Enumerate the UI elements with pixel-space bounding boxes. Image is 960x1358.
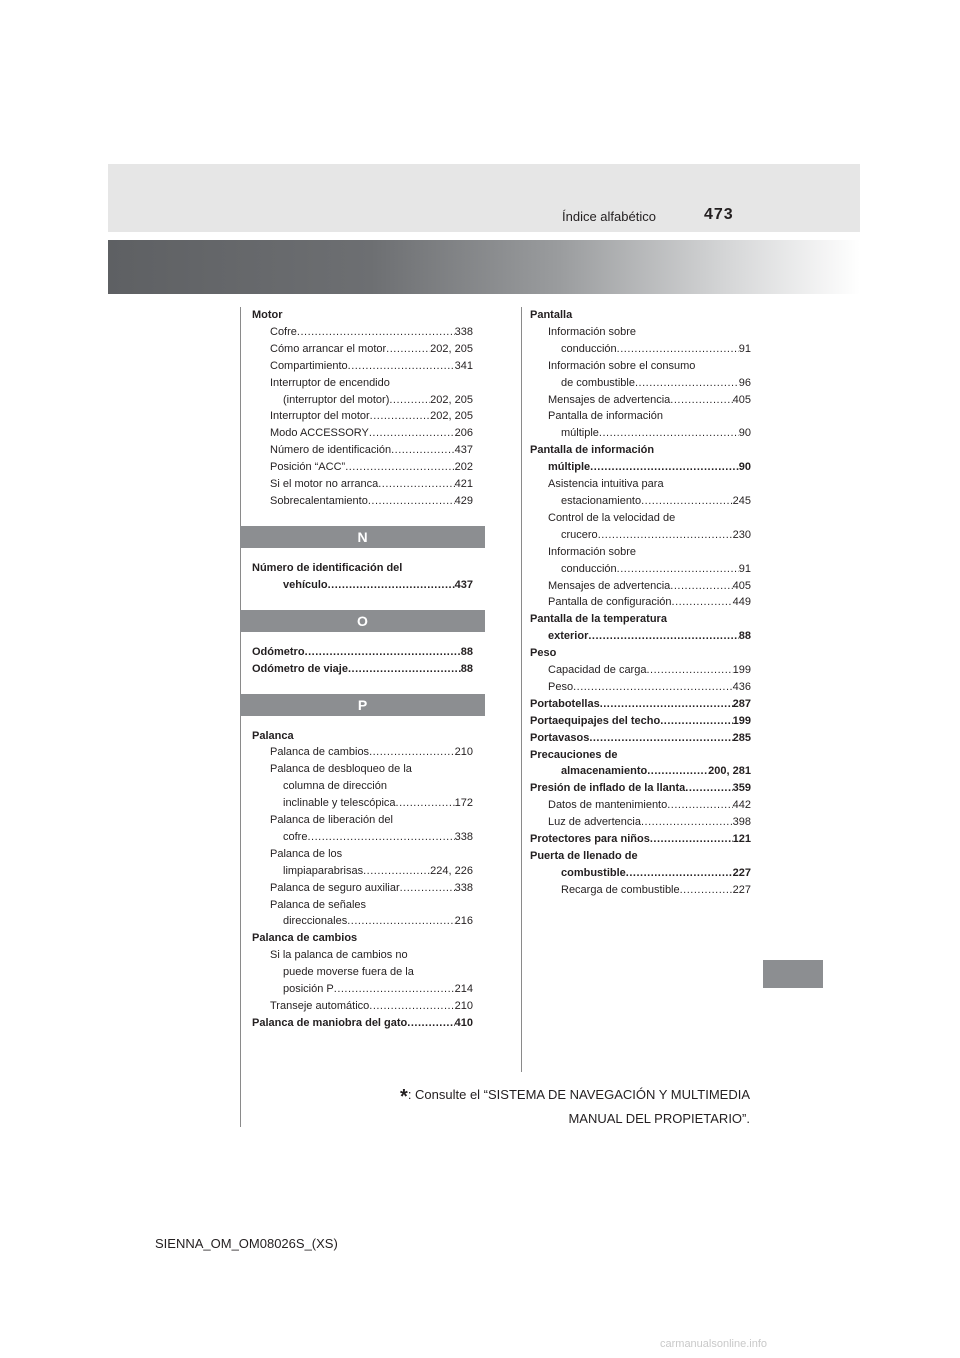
index-entry <box>530 628 751 645</box>
entry-page: 227 <box>732 883 751 896</box>
index-entry <box>530 341 751 358</box>
dot-leader <box>407 1015 454 1032</box>
index-entry <box>252 846 473 863</box>
entry-page: 199 <box>732 664 751 677</box>
entry-term: Información sobre <box>548 545 637 558</box>
index-entry <box>530 578 751 595</box>
entry-term: Presión de inflado de la llanta <box>530 782 686 795</box>
entry-term: vehículo <box>283 578 328 591</box>
entry-page: 227 <box>732 866 751 879</box>
entry-term: inclinable y telescópica <box>283 797 396 810</box>
entry-page: 405 <box>732 579 751 592</box>
dot-leader <box>386 341 430 358</box>
index-column-left <box>252 307 473 1032</box>
document-code: SIENNA_OM_OM08026S_(XS) <box>155 1236 338 1251</box>
dot-leader <box>617 561 739 578</box>
index-entry <box>252 493 473 510</box>
entry-term: columna de dirección <box>283 780 387 793</box>
index-entry <box>530 476 751 493</box>
index-entry <box>530 527 751 544</box>
dot-leader <box>590 459 739 476</box>
entry-page: 210 <box>454 1000 473 1012</box>
entry-term: Luz de advertencia <box>548 816 641 829</box>
entry-term: Portabotellas <box>530 697 600 710</box>
entry-page: 214 <box>454 983 473 996</box>
dot-leader <box>626 865 733 882</box>
index-entry <box>530 696 751 713</box>
entry-term: Cofre <box>270 325 297 338</box>
section-title: Índice alfabético <box>562 209 656 224</box>
entry-term: Odómetro de viaje <box>252 662 348 675</box>
entry-page: 437 <box>454 444 473 457</box>
index-entry <box>530 747 751 764</box>
entry-term: Asistencia intuitiva para <box>548 478 664 491</box>
dot-leader <box>347 913 454 930</box>
footnote-line-2: MANUAL DEL PROPIETARIO”. <box>568 1111 750 1126</box>
dot-leader <box>396 795 455 812</box>
entry-page: 96 <box>738 376 751 389</box>
dot-leader <box>378 476 454 493</box>
index-entry <box>252 795 473 812</box>
entry-page: 172 <box>454 797 473 810</box>
index-entry <box>252 829 473 846</box>
entry-page: 359 <box>732 782 751 795</box>
index-entry <box>252 661 473 678</box>
dot-leader <box>600 696 733 713</box>
dot-leader <box>646 662 732 679</box>
index-entry <box>252 392 473 409</box>
entry-page: 88 <box>738 630 751 643</box>
dot-leader <box>589 730 732 747</box>
index-entry <box>530 848 751 865</box>
index-entry <box>530 611 751 628</box>
entry-page: 338 <box>454 830 473 843</box>
entry-term: múltiple <box>548 461 591 474</box>
entry-page: 338 <box>454 325 473 338</box>
entry-term: Pantalla de configuración <box>548 596 672 609</box>
index-entry <box>530 662 751 679</box>
index-entry <box>530 763 751 780</box>
dot-leader <box>672 594 733 611</box>
watermark: carmanualsonline.info <box>660 1338 768 1350</box>
entry-term: Cómo arrancar el motor <box>270 342 387 355</box>
entry-term: de combustible <box>561 376 635 389</box>
index-entry <box>252 358 473 375</box>
index-entry <box>252 476 473 493</box>
entry-term: limpiaparabrisas <box>283 864 364 877</box>
entry-page: 210 <box>454 746 473 759</box>
index-entry <box>252 560 473 577</box>
entry-page: 91 <box>738 342 751 355</box>
index-entry <box>530 324 751 341</box>
index-entry <box>252 981 473 998</box>
entry-term: estacionamiento <box>561 494 642 507</box>
footnote-line-1: : Consulte el “SISTEMA DE NAVEGACIÓN Y MULTIMEDIA <box>407 1087 750 1102</box>
section-header-p: P <box>240 694 485 716</box>
index-entry <box>252 812 473 829</box>
entry-term: Peso <box>530 647 557 660</box>
dot-leader <box>635 375 739 392</box>
entry-page: 245 <box>732 494 751 507</box>
entry-page: 199 <box>732 714 751 727</box>
footnote <box>380 1084 750 1129</box>
index-entry <box>252 307 473 324</box>
entry-term: Datos de mantenimiento <box>548 799 668 812</box>
dot-leader <box>297 324 455 341</box>
entry-term: Palanca de los <box>270 847 343 860</box>
index-entry <box>530 831 751 848</box>
entry-page: 202, 205 <box>430 410 473 423</box>
entry-term: Control de la velocidad de <box>548 511 676 524</box>
index-entry <box>530 797 751 814</box>
entry-term: Palanca de señales <box>270 898 367 911</box>
entry-term: Información sobre <box>548 325 637 338</box>
entry-term: Información sobre el consumo <box>548 359 696 372</box>
entry-term: Interruptor del motor <box>270 410 370 423</box>
index-entry <box>252 947 473 964</box>
entry-term: Capacidad de carga <box>548 664 647 677</box>
index-entry <box>530 442 751 459</box>
dot-leader <box>400 880 455 897</box>
entry-term: Pantalla <box>530 309 573 321</box>
entry-term: almacenamiento <box>561 765 648 778</box>
entry-term: Portaequipajes del techo <box>530 714 661 727</box>
dot-leader <box>305 644 461 661</box>
dot-leader <box>685 780 732 797</box>
entry-page: 202, 205 <box>430 393 473 406</box>
entry-page: 121 <box>732 833 751 846</box>
entry-page: 88 <box>460 662 473 675</box>
index-entry <box>252 880 473 897</box>
index-entry <box>530 645 751 662</box>
entry-term: Interruptor de encendido <box>270 376 390 389</box>
left-rule <box>240 307 241 1127</box>
index-entry <box>252 375 473 392</box>
entry-term: Odómetro <box>252 645 305 658</box>
footnote-marker: * <box>400 1086 408 1108</box>
index-entry <box>530 865 751 882</box>
entry-page: 398 <box>732 816 751 829</box>
entry-page: 442 <box>732 799 751 812</box>
dot-leader <box>670 578 732 595</box>
entry-term: Palanca de maniobra del gato <box>252 1016 408 1029</box>
index-entry <box>252 728 473 745</box>
dot-leader <box>617 341 739 358</box>
index-entry <box>252 577 473 594</box>
dot-leader <box>369 425 455 442</box>
index-entry <box>530 493 751 510</box>
entry-page: 285 <box>732 731 751 744</box>
dot-leader <box>573 679 733 696</box>
entry-term: Precauciones de <box>530 748 618 761</box>
entry-term: Posición “ACC” <box>270 461 346 474</box>
entry-term: Protectores para niños <box>530 833 650 846</box>
dot-leader <box>389 392 430 409</box>
entry-page: 200, 281 <box>708 765 751 778</box>
entry-term: Palanca de seguro auxiliar <box>270 881 400 894</box>
index-entry <box>252 744 473 761</box>
section-header-n: N <box>240 526 485 548</box>
entry-page: 90 <box>738 461 751 474</box>
entry-term: combustible <box>561 866 626 879</box>
dot-leader <box>369 744 455 761</box>
entry-term: posición P <box>283 983 334 996</box>
index-entry <box>252 341 473 358</box>
entry-page: 216 <box>454 915 473 928</box>
entry-term: Motor <box>252 309 283 321</box>
entry-term: Palanca de cambios <box>270 746 370 759</box>
gradient-banner <box>108 240 860 294</box>
dot-leader <box>650 831 733 848</box>
entry-page: 90 <box>738 427 751 440</box>
dot-leader <box>670 392 732 409</box>
entry-term: Pantalla de información <box>548 410 663 423</box>
entry-term: Pantalla de la temperatura <box>530 613 667 626</box>
index-entry <box>252 998 473 1015</box>
entry-term: (interruptor del motor) <box>283 393 390 406</box>
index-entry <box>530 425 751 442</box>
entry-page: 91 <box>738 562 751 575</box>
index-entry <box>530 358 751 375</box>
entry-term: Puerta de llenado de <box>530 850 638 862</box>
entry-page: 436 <box>732 680 751 693</box>
entry-term: cofre <box>283 830 308 843</box>
dot-leader <box>599 425 739 442</box>
entry-term: Mensajes de advertencia <box>548 579 671 592</box>
index-entry <box>530 375 751 392</box>
index-entry <box>252 644 473 661</box>
entry-term: Recarga de combustible <box>561 883 680 896</box>
index-entry <box>530 561 751 578</box>
entry-term: Modo ACCESSORY <box>270 427 369 440</box>
dot-leader <box>334 981 455 998</box>
entry-page: 341 <box>454 359 473 372</box>
dot-leader <box>370 408 431 425</box>
entry-term: exterior <box>548 630 589 643</box>
entry-page: 206 <box>454 427 473 440</box>
index-entry <box>530 307 751 324</box>
dot-leader <box>328 577 455 594</box>
entry-term: Palanca de liberación del <box>270 814 393 827</box>
dot-leader <box>647 763 708 780</box>
dot-leader <box>368 493 455 510</box>
entry-term: Peso <box>548 680 574 693</box>
entry-page: 410 <box>454 1016 473 1029</box>
index-entry <box>530 544 751 561</box>
dot-leader <box>345 459 454 476</box>
dot-leader <box>667 797 732 814</box>
index-entry <box>530 510 751 527</box>
entry-page: 88 <box>460 645 473 658</box>
header-band <box>108 164 860 232</box>
section-header-o: O <box>240 610 485 632</box>
entry-page: 202, 205 <box>430 342 473 355</box>
entry-term: Compartimiento <box>270 359 348 372</box>
index-entry <box>252 442 473 459</box>
entry-term: Número de identificación del <box>252 561 403 574</box>
dot-leader <box>588 628 738 645</box>
index-entry <box>252 324 473 341</box>
center-rule <box>521 307 522 1072</box>
dot-leader <box>680 882 733 899</box>
dot-leader <box>307 829 454 846</box>
entry-page: 449 <box>732 596 751 609</box>
entry-term: Si la palanca de cambios no <box>270 949 408 962</box>
entry-term: direccionales <box>283 915 348 928</box>
dot-leader <box>369 998 454 1015</box>
index-entry <box>530 408 751 425</box>
entry-term: Número de identificación <box>270 444 392 457</box>
entry-term: Palanca de desbloqueo de la <box>270 763 412 776</box>
entry-page: 429 <box>454 494 473 507</box>
entry-term: Mensajes de advertencia <box>548 393 671 406</box>
index-entry <box>252 1015 473 1032</box>
entry-term: Transeje automático <box>270 1000 370 1012</box>
entry-term: Palanca de cambios <box>252 932 358 945</box>
index-entry <box>530 459 751 476</box>
dot-leader <box>641 493 733 510</box>
index-entry <box>252 913 473 930</box>
index-entry <box>530 730 751 747</box>
index-entry <box>530 679 751 696</box>
entry-term: Si el motor no arranca <box>270 478 379 491</box>
index-column-right <box>530 307 751 899</box>
entry-term: conducción <box>561 342 617 355</box>
index-entry <box>252 408 473 425</box>
entry-term: puede moverse fuera de la <box>283 966 414 979</box>
entry-term: Palanca <box>252 729 294 742</box>
dot-leader <box>348 661 461 678</box>
entry-page: 338 <box>454 881 473 894</box>
entry-page: 437 <box>454 578 473 591</box>
index-entry <box>252 459 473 476</box>
page-number: 473 <box>704 206 734 223</box>
index-entry <box>252 930 473 947</box>
index-entry <box>252 897 473 914</box>
entry-page: 421 <box>454 478 473 491</box>
index-entry <box>530 392 751 409</box>
entry-term: crucero <box>561 528 598 541</box>
entry-page: 405 <box>732 393 751 406</box>
dot-leader <box>641 814 733 831</box>
dot-leader <box>391 442 455 459</box>
entry-page: 287 <box>732 697 751 710</box>
dot-leader <box>660 713 732 730</box>
index-entry <box>530 780 751 797</box>
entry-page: 224, 226 <box>430 864 473 877</box>
dot-leader <box>348 358 455 375</box>
index-entry <box>252 964 473 981</box>
dot-leader <box>363 863 430 880</box>
entry-term: conducción <box>561 562 617 575</box>
index-thumb-tab <box>763 960 823 988</box>
index-entry <box>530 882 751 899</box>
index-entry <box>530 594 751 611</box>
index-entry <box>530 814 751 831</box>
index-entry <box>252 425 473 442</box>
entry-term: Sobrecalentamiento <box>270 494 368 507</box>
dot-leader <box>598 527 733 544</box>
entry-page: 202 <box>454 461 473 474</box>
index-entry <box>252 863 473 880</box>
index-entry <box>252 778 473 795</box>
entry-page: 230 <box>732 528 751 541</box>
index-entry <box>530 713 751 730</box>
entry-term: múltiple <box>561 427 599 440</box>
entry-term: Portavasos <box>530 731 590 744</box>
index-entry <box>252 761 473 778</box>
entry-term: Pantalla de información <box>530 444 655 457</box>
